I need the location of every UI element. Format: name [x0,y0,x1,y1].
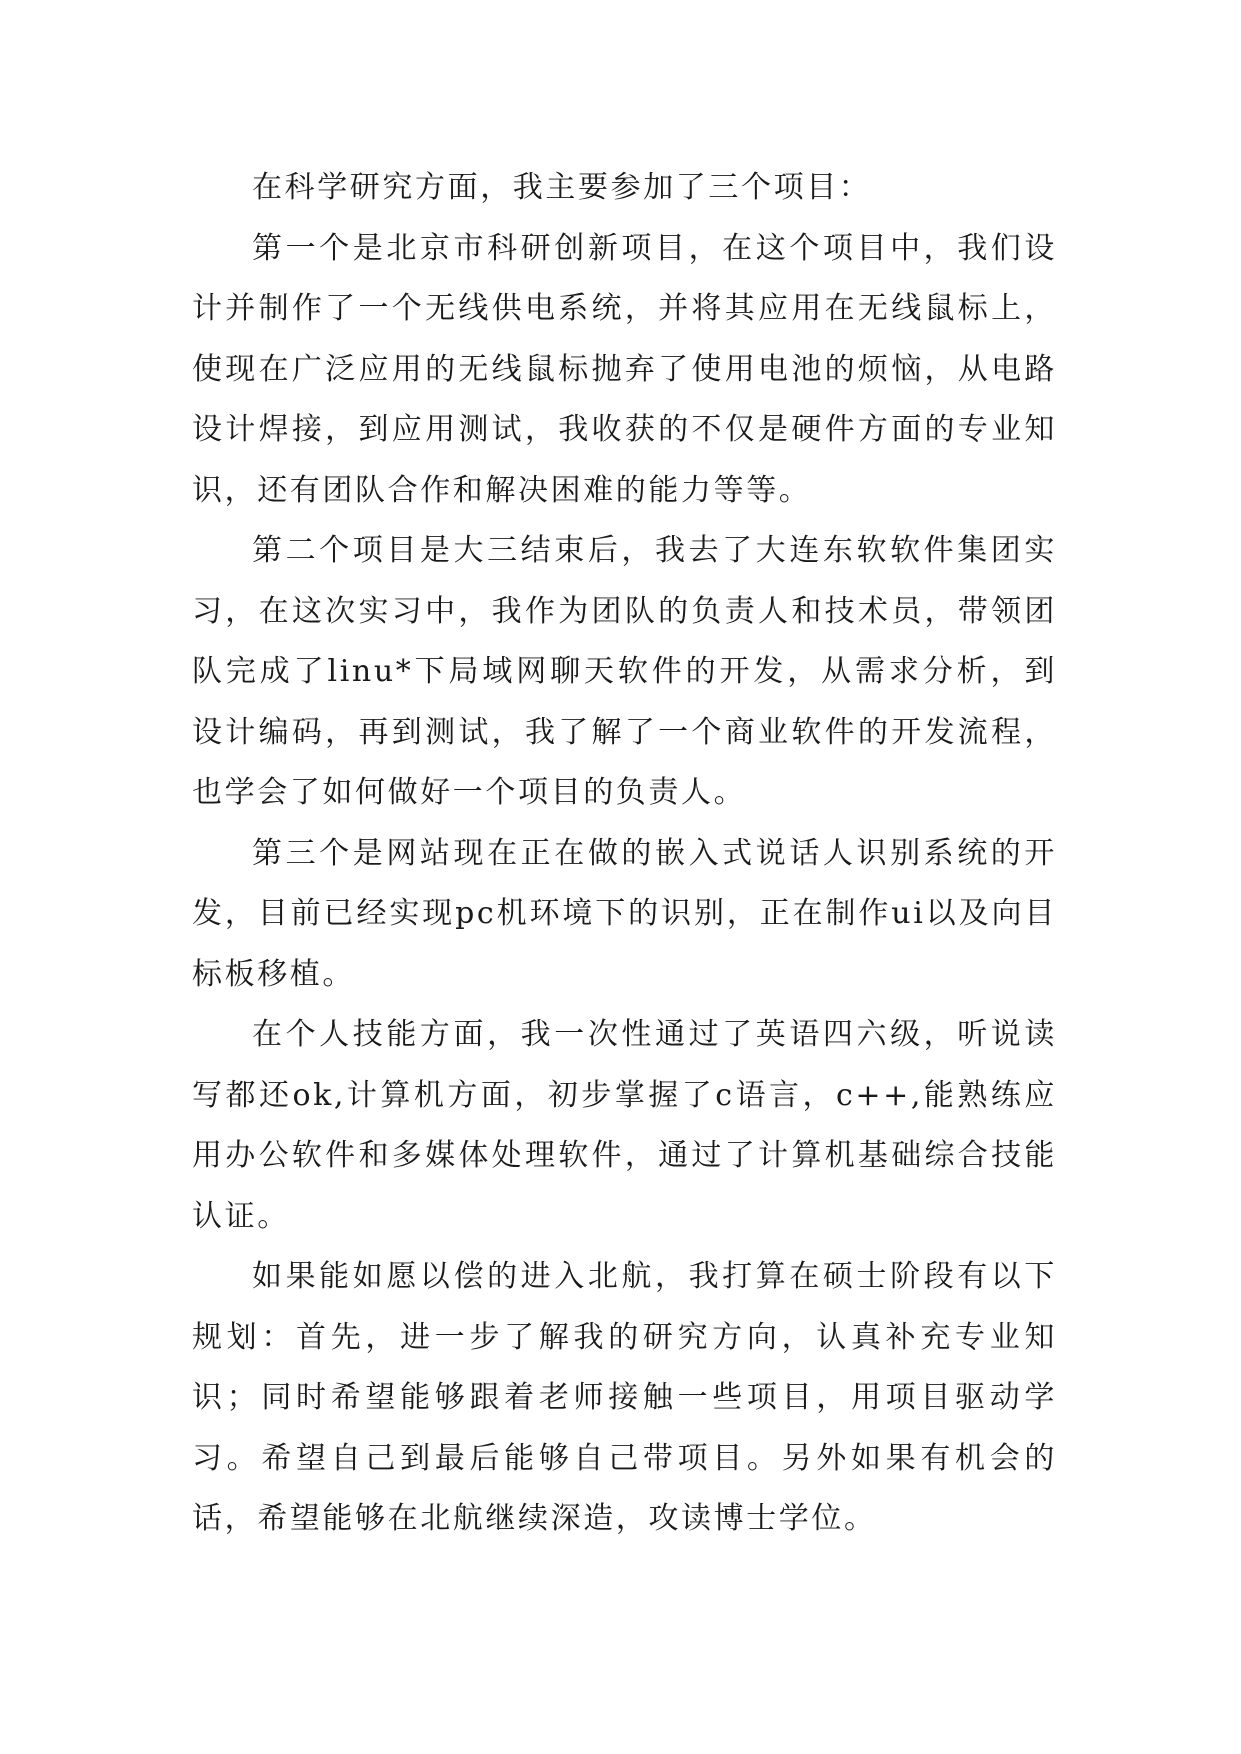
paragraph-personal-skills: 在个人技能方面，我一次性通过了英语四六级，听说读写都还ok,计算机方面，初步掌握了c语言，c++,能熟练应用办公软件和多媒体处理软件，通过了计算机基础综合技能认证。 [192,1017,1057,1234]
paragraph-project-three: 第三个是网站现在正在做的嵌入式说话人识别系统的开发，目前已经实现pc机环境下的识别，正在制作ui以及向目标板移植。 [192,835,1057,992]
paragraph-project-two: 第二个项目是大三结束后，我去了大连东软软件集团实习，在这次实习中，我作为团队的负责人和技术员，带领团队完成了linu*下局域网聊天软件的开发，从需求分析，到设计编码，再到测试，我了解了一个商业软件的开发流程，也学会了如何做好一个项目的负责人。 [192,533,1057,810]
paragraph-future-plans: 如果能如愿以偿的进入北航，我打算在硕士阶段有以下规划：首先，进一步了解我的研究方向，认真补充专业知识；同时希望能够跟着老师接触一些项目，用项目驱动学习。希望自己到最后能够自己带项目。另外如果有机会的话，希望能够在北航继续深造，攻读博士学位。 [192,1259,1057,1536]
paragraph-project-one: 第一个是北京市科研创新项目，在这个项目中，我们设计并制作了一个无线供电系统，并将其应用在无线鼠标上，使现在广泛应用的无线鼠标抛弃了使用电池的烦恼，从电路设计焊接，到应用测试，我收获的不仅是硬件方面的专业知识，还有团队合作和解决困难的能力等等。 [192,230,1057,508]
paragraph-research-intro: 在科学研究方面，我主要参加了三个项目： [252,170,872,205]
document-body [192,158,1057,1550]
